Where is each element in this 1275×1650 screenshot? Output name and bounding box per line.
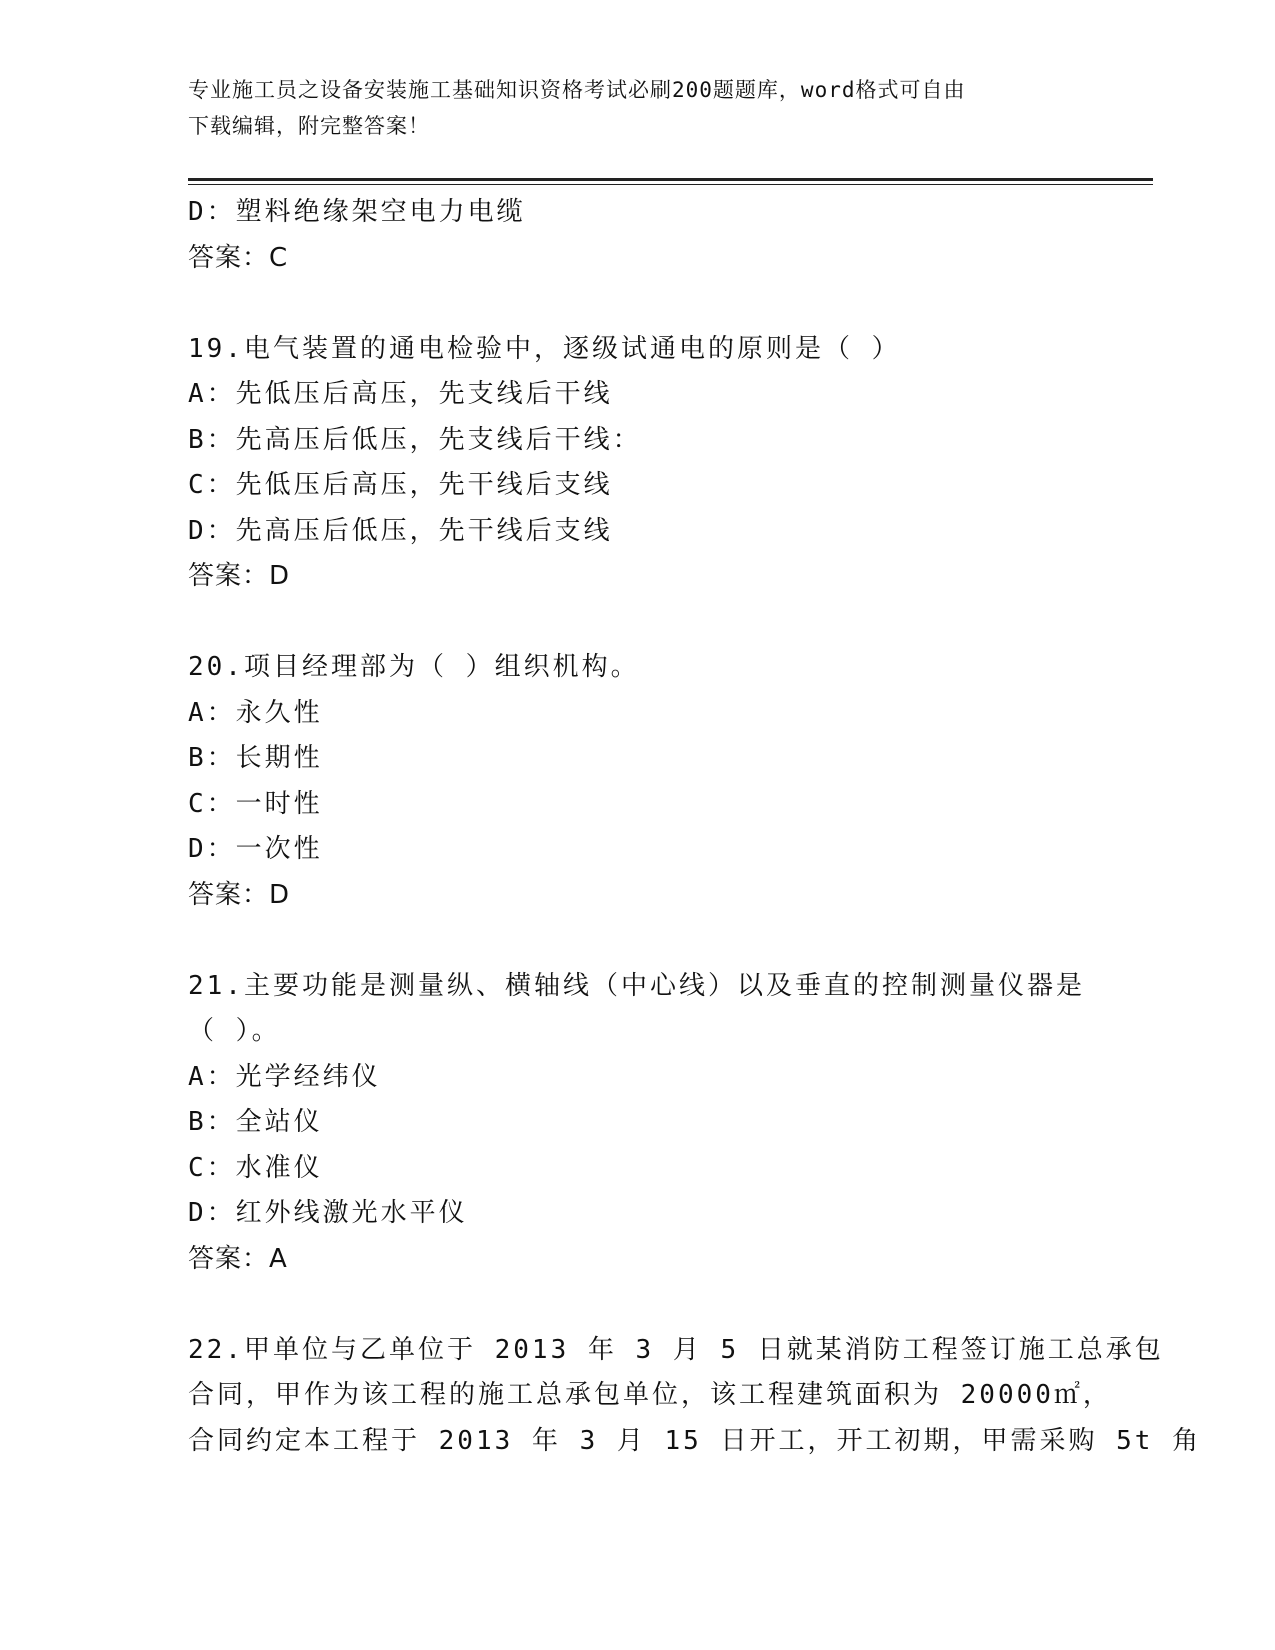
- q19-option-d: D：先高压后低压，先干线后支线: [188, 515, 613, 546]
- q19-option-c: C：先低压后高压，先干线后支线: [188, 470, 613, 500]
- page-header: [188, 72, 1078, 144]
- q22-stem-line3: 合同约定本工程于 2013 年 3 月 15 日开工，开工初期，甲需采购 5t 角: [188, 1425, 1202, 1456]
- prev-answer: 答案：C: [188, 242, 289, 273]
- q21-stem-line2: （ ）。: [188, 1016, 281, 1046]
- spacer: [188, 281, 1088, 327]
- q20-stem: 20.项目经理部为（ ）组织机构。: [188, 652, 640, 682]
- q20-option-a: A：永久性: [188, 697, 323, 728]
- prev-option-d: D：塑料绝缘架空电力电缆: [188, 197, 526, 227]
- question-list: [188, 190, 1202, 1464]
- q19-option-b: B：先高压后低压，先支线后干线：: [188, 424, 642, 455]
- header-divider-thin: [188, 184, 1153, 185]
- q21-option-a: A：光学经纬仪: [188, 1061, 381, 1092]
- q20-answer: 答案：D: [188, 879, 291, 910]
- header-title-line2: 下载编辑，附完整答案！: [188, 114, 430, 138]
- spacer: [188, 1282, 1088, 1328]
- q19-stem: 19.电气装置的通电检验中，逐级试通电的原则是（ ）: [188, 333, 901, 364]
- spacer: [188, 918, 1088, 964]
- q19-answer: 答案：D: [188, 561, 291, 591]
- spacer: [188, 600, 1088, 646]
- q22-stem-line2: 合同，甲作为该工程的施工总承包单位，该工程建筑面积为 20000㎡，: [188, 1380, 1112, 1410]
- q21-option-c: C：水准仪: [188, 1152, 323, 1183]
- q19-option-a: A：先低压后高压，先支线后干线: [188, 379, 613, 409]
- header-divider-thick: [188, 178, 1153, 181]
- q21-stem-line1: 21.主要功能是测量纵、横轴线（中心线）以及垂直的控制测量仪器是: [188, 970, 1085, 1001]
- q21-answer: 答案：A: [188, 1243, 288, 1274]
- q20-option-d: D：一次性: [188, 834, 323, 864]
- q22-stem-line1: 22.甲单位与乙单位于 2013 年 3 月 5 日就某消防工程签订施工总承包: [188, 1334, 1164, 1365]
- q20-option-b: B：长期性: [188, 743, 323, 773]
- q21-option-b: B：全站仪: [188, 1107, 323, 1137]
- q20-option-c: C：一时性: [188, 788, 323, 819]
- header-title-line1: 专业施工员之设备安装施工基础知识资格考试必刷200题题库，word格式可自由: [188, 78, 966, 102]
- q21-option-d: D：红外线激光水平仪: [188, 1198, 468, 1228]
